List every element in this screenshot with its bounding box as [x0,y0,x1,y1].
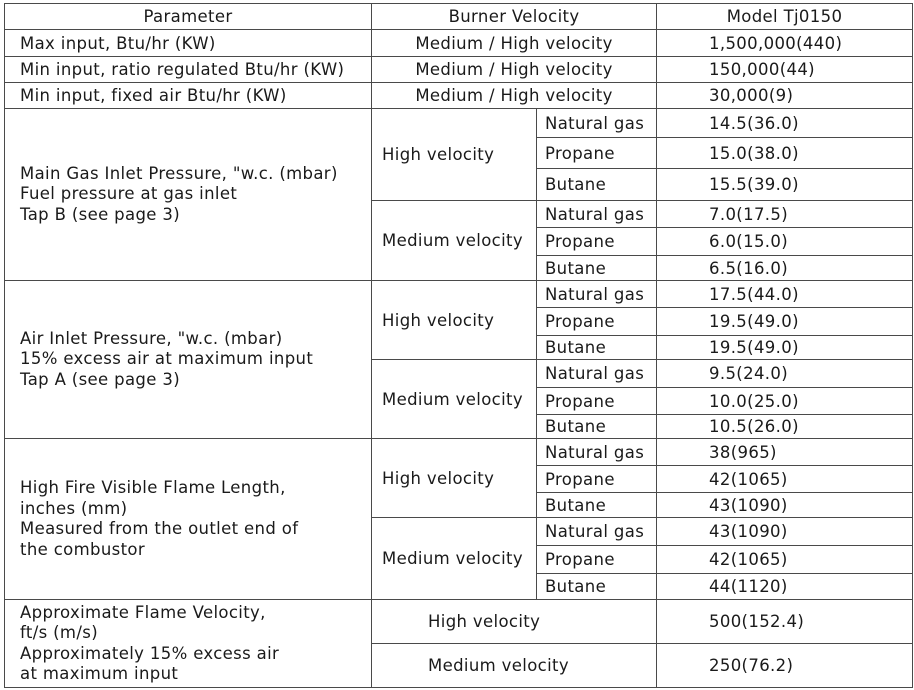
value-cell: 14.5(36.0) [657,109,913,138]
fuel-cell: Natural gas [537,109,657,138]
value-cell: 10.5(26.0) [657,415,913,439]
fuel-cell: Natural gas [537,518,657,546]
parameter-group-cell [5,600,372,688]
fuel-cell: Propane [537,308,657,336]
fuel-cell: Butane [537,415,657,439]
burner-velocity-cell: High velocity [372,281,537,360]
parameter-line: the combustor [20,539,145,559]
fuel-cell: Natural gas [537,360,657,388]
velocity-cell: Medium velocity [372,644,657,688]
table-row [5,281,913,308]
fuel-cell: Natural gas [537,439,657,466]
value-cell: 38(965) [657,439,913,466]
value-cell: 42(1065) [657,546,913,574]
value-cell: 6.5(16.0) [657,256,913,281]
header-parameter: Parameter [5,4,372,30]
parameter-line: Approximately 15% excess air [20,643,280,663]
value-cell: 7.0(17.5) [657,201,913,228]
parameter-line: Main Gas Inlet Pressure, "w.c. (mbar) [20,163,338,183]
parameter-cell: Max input, Btu/hr (KW) [5,30,372,57]
parameter-line: Measured from the outlet end of [20,519,299,538]
value-cell: 43(1090) [657,493,913,518]
table-row [5,109,913,138]
velocity-cell: Medium / High velocity [372,57,657,83]
burner-velocity-cell: Medium velocity [372,360,537,439]
header-row [5,4,913,30]
header-model: Model Tj0150 [657,4,913,30]
value-cell: 150,000(44) [657,57,913,83]
table-row [5,439,913,466]
parameter-line: Tap B (see page 3) [20,204,181,224]
fuel-cell: Butane [537,336,657,360]
fuel-cell: Butane [537,256,657,281]
fuel-cell: Natural gas [537,201,657,228]
value-cell: 15.5(39.0) [657,169,913,201]
value-cell: 44(1120) [657,574,913,600]
parameter-line: Tap A (see page 3) [20,369,180,389]
parameter-line: Fuel pressure at gas inlet [20,184,238,204]
parameter-group-cell [5,109,372,281]
fuel-cell: Butane [537,169,657,201]
value-cell: 250(76.2) [657,644,913,688]
fuel-cell: Propane [537,466,657,493]
fuel-cell: Propane [537,228,657,256]
parameter-line: Approximate Flame Velocity, [20,602,266,622]
value-cell: 19.5(49.0) [657,336,913,360]
value-cell: 10.0(25.0) [657,388,913,415]
parameter-line: Air Inlet Pressure, "w.c. (mbar) [20,328,283,348]
burner-velocity-cell: High velocity [372,439,537,518]
velocity-cell: High velocity [372,600,657,644]
value-cell: 6.0(15.0) [657,228,913,256]
value-cell: 15.0(38.0) [657,138,913,169]
fuel-cell: Butane [537,574,657,600]
parameter-line: ft/s (m/s) [20,623,98,642]
fuel-cell: Butane [537,493,657,518]
value-cell: 42(1065) [657,466,913,493]
parameter-cell: Min input, fixed air Btu/hr (KW) [5,83,372,109]
velocity-cell: Medium / High velocity [372,83,657,109]
value-cell: 19.5(49.0) [657,308,913,336]
spec-table [4,3,913,688]
fuel-cell: Natural gas [537,281,657,308]
value-cell: 500(152.4) [657,600,913,644]
burner-velocity-cell: Medium velocity [372,201,537,281]
velocity-cell: Medium / High velocity [372,30,657,57]
parameter-group-cell [5,281,372,439]
burner-velocity-cell: Medium velocity [372,518,537,600]
parameter-line: inches (mm) [20,498,128,518]
fuel-cell: Propane [537,546,657,574]
burner-velocity-cell: High velocity [372,109,537,201]
table-row [5,83,913,109]
table-row [5,30,913,57]
parameter-line: High Fire Visible Flame Length, [20,478,286,497]
table-row [5,57,913,83]
parameter-line: at maximum input [20,664,179,683]
table-row [5,600,913,644]
value-cell: 43(1090) [657,518,913,546]
parameter-cell: Min input, ratio regulated Btu/hr (KW) [5,57,372,83]
value-cell: 9.5(24.0) [657,360,913,388]
fuel-cell: Propane [537,388,657,415]
header-burner-velocity: Burner Velocity [372,4,657,30]
value-cell: 17.5(44.0) [657,281,913,308]
value-cell: 30,000(9) [657,83,913,109]
parameter-line: 15% excess air at maximum input [20,349,314,369]
fuel-cell: Propane [537,138,657,169]
value-cell: 1,500,000(440) [657,30,913,57]
parameter-group-cell [5,439,372,600]
